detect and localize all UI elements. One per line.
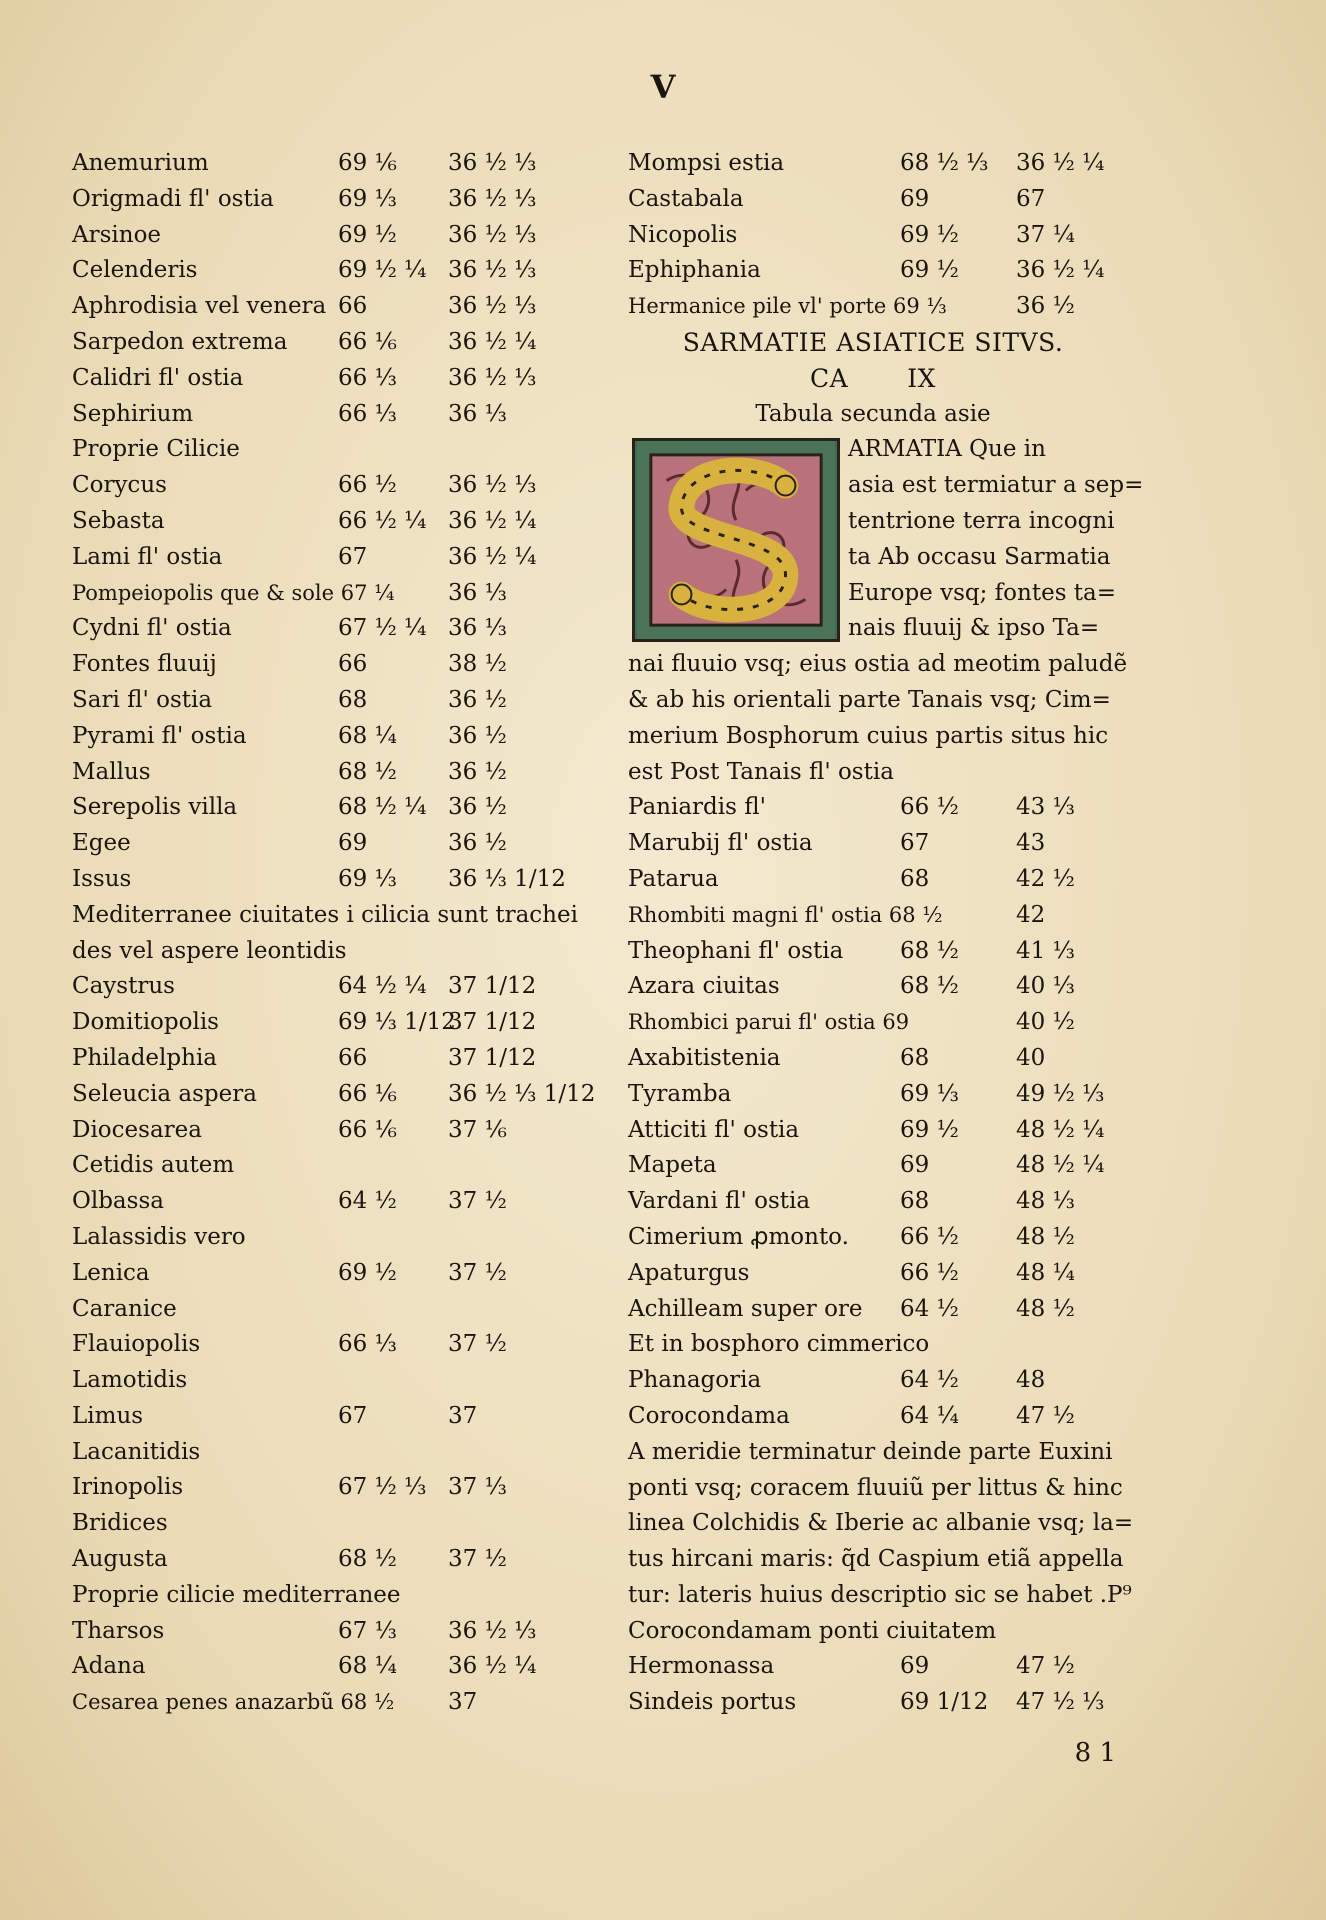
latitude-value: 48 ½ ¼ <box>1016 1152 1105 1179</box>
table-row <box>72 1077 596 1113</box>
latitude-value: 67 <box>1016 185 1046 212</box>
table-row <box>628 934 1118 970</box>
latitude-value: 48 ¼ <box>1016 1259 1075 1286</box>
table-row <box>72 1649 592 1685</box>
table-row <box>72 540 592 576</box>
text-line: est Post Tanais fl' ostia <box>628 758 894 785</box>
longitude-value: 69 ⅓ <box>900 1080 959 1107</box>
table-row <box>628 862 1118 898</box>
place-name: Corycus <box>72 472 167 499</box>
text-line: linea Colchidis & Iberie ac albanie vsq; la= <box>628 1510 1134 1537</box>
longitude-value: 68 ½ <box>338 1546 397 1573</box>
place-name: Vardani fl' ostia <box>628 1188 811 1215</box>
place-name: Aphrodisia vel venera <box>72 293 327 320</box>
latitude-value: 37 ½ <box>448 1331 507 1358</box>
latitude-value: 36 ½ <box>448 686 507 713</box>
longitude-value: 69 ⅓ 1/12 <box>338 1009 456 1036</box>
place-name: Olbassa <box>72 1188 164 1215</box>
longitude-value: 66 ½ ¼ <box>338 507 427 534</box>
longitude-value: 69 ½ <box>338 221 397 248</box>
place-name: Flauiopolis <box>72 1331 201 1358</box>
latitude-value: 36 ½ ¼ <box>448 328 537 355</box>
table-row <box>628 898 1118 934</box>
table-row <box>72 432 592 468</box>
table-row <box>628 1363 1118 1399</box>
place-name: Issus <box>72 865 132 892</box>
text-line: A meridie terminatur deinde parte Euxini <box>628 1438 1113 1465</box>
place-name: Tharsos <box>72 1617 165 1644</box>
place-name: Rhombici parui fl' ostia 69 <box>628 1010 910 1035</box>
table-row <box>72 1470 592 1506</box>
longitude-value: 66 ⅙ <box>338 328 397 355</box>
longitude-value: 69 ⅓ <box>338 865 397 892</box>
latitude-value: 37 1/12 <box>448 1009 537 1036</box>
latitude-value: 37 1/12 <box>448 973 537 1000</box>
latitude-value: 36 ½ ¼ <box>448 1653 537 1680</box>
place-name: Sari fl' ostia <box>72 686 213 713</box>
initial-text <box>848 432 1143 647</box>
latitude-value: 36 ⅓ <box>448 615 507 642</box>
table-row <box>72 1148 592 1184</box>
longitude-value: 68 ½ <box>900 973 959 1000</box>
longitude-value: 67 ½ ⅓ <box>338 1474 427 1501</box>
table-row <box>628 969 1118 1005</box>
signature-mark: V <box>650 68 676 106</box>
table-row <box>628 1292 1118 1328</box>
table-row <box>72 468 592 504</box>
latitude-value: 36 ⅓ <box>448 400 507 427</box>
latitude-value: 37 ½ <box>448 1546 507 1573</box>
latitude-value: 36 ⅓ 1/12 <box>448 865 566 892</box>
table-title: Tabula secunda asie <box>755 400 991 427</box>
latitude-value: 36 ½ ⅓ <box>448 185 537 212</box>
left-table-2 <box>72 969 596 1721</box>
place-name: Marubij fl' ostia <box>628 830 813 857</box>
place-name: Proprie cilicie mediterranee <box>72 1581 401 1608</box>
table-row <box>628 146 1118 182</box>
longitude-value: 69 ½ ¼ <box>338 257 427 284</box>
place-name: Proprie Cilicie <box>72 436 240 463</box>
table-row <box>72 1685 592 1721</box>
table-row <box>72 182 592 218</box>
longitude-value: 67 ⅓ <box>338 1617 397 1644</box>
longitude-value: 67 ½ ¼ <box>338 615 427 642</box>
longitude-value: 68 ¼ <box>338 722 397 749</box>
latitude-value: 37 ¼ <box>1016 221 1075 248</box>
latitude-value: 47 ½ <box>1016 1653 1075 1680</box>
longitude-value: 68 ½ ¼ <box>338 794 427 821</box>
place-name: Philadelphia <box>72 1044 218 1071</box>
latitude-value: 48 ½ <box>1016 1295 1075 1322</box>
latitude-value: 36 ½ ⅓ <box>448 221 537 248</box>
latitude-value: 37 1/12 <box>448 1044 537 1071</box>
latitude-value: 36 ⅓ <box>448 579 507 606</box>
longitude-value: 66 ⅓ <box>338 400 397 427</box>
place-name: Lenica <box>72 1259 150 1286</box>
longitude-value: 67 <box>900 830 930 857</box>
longitude-value: 66 <box>338 651 368 678</box>
latitude-value: 36 ½ <box>448 722 507 749</box>
text-line: Corocondamam ponti ciuitatem <box>628 1617 997 1644</box>
latitude-value: 36 ½ <box>448 830 507 857</box>
table-row <box>628 1077 1118 1113</box>
text-line: Europe vsq; fontes ta= <box>848 579 1117 606</box>
longitude-value: 68 ½ ⅓ <box>900 150 989 176</box>
place-name: Mapeta <box>628 1152 717 1179</box>
text-line: Mediterranee ciuitates i cilicia sunt trachei <box>72 901 578 928</box>
table-row <box>72 862 592 898</box>
place-name: Seleucia aspera <box>72 1080 257 1107</box>
place-name: Cydni fl' ostia <box>72 615 232 642</box>
right-table-2 <box>628 790 1118 1327</box>
longitude-value: 69 ½ <box>338 1259 397 1286</box>
text-line: tus hircani maris: q̃d Caspium etiã appella <box>628 1546 1124 1573</box>
place-name: Calidri fl' ostia <box>72 364 244 391</box>
place-name: Azara ciuitas <box>628 973 780 1000</box>
place-name: Mallus <box>72 758 151 785</box>
text-line: tur: lateris huius descriptio sic se habet .P⁹ <box>628 1581 1132 1608</box>
folio-number: 8 1 <box>1074 1738 1116 1768</box>
place-name: Arsinoe <box>72 221 162 248</box>
table-row <box>72 1363 592 1399</box>
place-name: Pyrami fl' ostia <box>72 722 247 749</box>
latitude-value: 36 ½ ⅓ <box>448 1617 537 1644</box>
table-row <box>72 1506 592 1542</box>
longitude-value: 66 ⅙ <box>338 1080 397 1107</box>
place-name: Augusta <box>72 1546 168 1573</box>
latitude-value: 49 ½ ⅓ <box>1016 1080 1105 1107</box>
table-row <box>72 719 592 755</box>
table-row <box>72 504 592 540</box>
place-name: Caystrus <box>72 973 175 1000</box>
table-row <box>72 755 592 791</box>
place-name: Sindeis portus <box>628 1689 797 1716</box>
latitude-value: 48 ⅓ <box>1016 1188 1075 1215</box>
latitude-value: 36 ½ ⅓ <box>448 472 537 499</box>
latitude-value: 40 ½ <box>1016 1009 1075 1036</box>
latitude-value: 36 ½ ¼ <box>448 543 537 570</box>
latitude-value: 40 <box>1016 1044 1046 1071</box>
latitude-value: 36 ½ <box>1016 293 1075 320</box>
latitude-value: 37 <box>448 1689 478 1716</box>
latitude-value: 47 ½ <box>1016 1402 1075 1429</box>
table-row <box>72 1005 592 1041</box>
longitude-value: 66 ½ <box>338 472 397 499</box>
longitude-value: 69 ⅓ <box>338 185 397 212</box>
table-row <box>72 647 592 683</box>
table-row <box>72 289 592 325</box>
longitude-value: 64 ½ <box>900 1295 959 1322</box>
table-row <box>72 1113 592 1149</box>
table-row <box>628 1256 1118 1292</box>
place-name: Ephiphania <box>628 257 761 284</box>
place-name: Origmadi fl' ostia <box>72 185 274 212</box>
longitude-value: 64 ¼ <box>900 1402 959 1429</box>
latitude-value: 37 ⅙ <box>448 1116 507 1143</box>
latitude-value: 42 ½ <box>1016 865 1075 892</box>
longitude-value: 66 ⅙ <box>338 1116 397 1143</box>
right-table-1 <box>628 146 1118 325</box>
table-row <box>72 397 592 433</box>
latitude-value: 36 ½ ⅓ 1/12 <box>448 1080 596 1107</box>
longitude-value: 69 1/12 <box>900 1689 989 1716</box>
table-row <box>72 1578 592 1614</box>
place-name: Bridices <box>72 1510 168 1537</box>
place-name: Sebasta <box>72 507 165 534</box>
table-row <box>72 325 592 361</box>
longitude-value: 69 <box>338 830 368 857</box>
table-row <box>72 790 592 826</box>
table-row <box>628 790 1118 826</box>
place-name: Pompeiopolis que & sole 67 ¼ <box>72 580 395 605</box>
table-row <box>72 253 592 289</box>
latitude-value: 42 <box>1016 901 1046 928</box>
text-line: asia est termiatur a sep= <box>848 472 1144 499</box>
table-row <box>72 1399 592 1435</box>
table-row <box>72 826 592 862</box>
place-name: Hermonassa <box>628 1653 775 1680</box>
right-column <box>628 146 1144 1721</box>
place-name: Tyramba <box>628 1080 732 1107</box>
latitude-value: 37 <box>448 1402 478 1429</box>
place-name: Paniardis fl' <box>628 794 766 821</box>
table-row <box>628 1113 1118 1149</box>
table-row <box>628 1005 1118 1041</box>
latitude-value: 37 ½ <box>448 1259 507 1286</box>
place-name: Axabitistenia <box>628 1044 781 1071</box>
table-row <box>628 1649 1118 1685</box>
latitude-value: 40 ⅓ <box>1016 973 1075 1000</box>
place-name: Phanagoria <box>628 1367 762 1394</box>
text-line: merium Bosphorum cuius partis situs hic <box>628 722 1109 749</box>
initial-paragraph <box>628 432 1144 647</box>
latitude-value: 36 ½ ¼ <box>448 507 537 534</box>
table-row <box>628 1184 1118 1220</box>
longitude-value: 69 ½ <box>900 221 959 248</box>
text-line: ponti vsq; coracem fluuiũ per littus & hinc <box>628 1474 1123 1501</box>
table-row <box>628 826 1118 862</box>
place-name: Cesarea penes anazarbũ 68 ½ <box>72 1690 395 1715</box>
latitude-value: 37 ½ <box>448 1188 507 1215</box>
latitude-value: 48 <box>1016 1367 1046 1394</box>
place-name: Lacanitidis <box>72 1438 201 1465</box>
longitude-value: 68 <box>338 686 368 713</box>
table-row <box>72 361 592 397</box>
longitude-value: 66 <box>338 293 368 320</box>
text-line: ta Ab occasu Sarmatia <box>848 543 1111 570</box>
table-row <box>628 1041 1118 1077</box>
longitude-value: 68 ½ <box>338 758 397 785</box>
table-row <box>72 1327 592 1363</box>
latitude-value: 48 ½ <box>1016 1223 1075 1250</box>
place-name: Mompsi estia <box>628 150 785 176</box>
longitude-value: 69 <box>900 1653 930 1680</box>
latitude-value: 36 ½ ⅓ <box>448 150 537 176</box>
table-row <box>72 1220 592 1256</box>
table-row <box>628 1148 1118 1184</box>
longitude-value: 69 ⅙ <box>338 150 397 176</box>
latitude-value: 37 ⅓ <box>448 1474 507 1501</box>
latitude-value: 36 ½ ⅓ <box>448 293 537 320</box>
place-name: Sarpedon extrema <box>72 328 288 355</box>
longitude-value: 69 ½ <box>900 257 959 284</box>
longitude-value: 68 <box>900 1044 930 1071</box>
table-row <box>72 218 592 254</box>
text-line: Et in bosphoro cimmerico <box>628 1331 930 1358</box>
longitude-value: 67 <box>338 543 368 570</box>
place-name: Domitiopolis <box>72 1009 219 1036</box>
right-table-4 <box>628 1649 1118 1721</box>
table-row <box>628 218 1118 254</box>
table-row <box>72 146 592 182</box>
table-row <box>72 611 592 647</box>
right-table-3 <box>628 1363 1118 1435</box>
table-row <box>628 1220 1118 1256</box>
place-name: Lami fl' ostia <box>72 543 223 570</box>
table-row <box>72 683 592 719</box>
place-name: Caranice <box>72 1295 177 1322</box>
place-name: Castabala <box>628 185 744 212</box>
latitude-value: 47 ½ ⅓ <box>1016 1689 1105 1716</box>
place-name: Serepolis villa <box>72 794 238 821</box>
longitude-value: 69 ½ <box>900 1116 959 1143</box>
latitude-value: 36 ½ ⅓ <box>448 364 537 391</box>
text-line: ARMATIA Que in <box>848 436 1046 463</box>
place-name: Patarua <box>628 865 719 892</box>
table-row <box>72 1292 592 1328</box>
longitude-value: 68 ½ <box>900 937 959 964</box>
latitude-value: 43 ⅓ <box>1016 794 1075 821</box>
latitude-value: 36 ½ <box>448 758 507 785</box>
table-row <box>628 1685 1118 1721</box>
left-column <box>72 146 596 1721</box>
longitude-value: 66 ½ <box>900 1259 959 1286</box>
text-line: nais fluuij & ipso Ta= <box>848 615 1100 642</box>
longitude-value: 67 <box>338 1402 368 1429</box>
longitude-value: 64 ½ ¼ <box>338 973 427 1000</box>
longitude-value: 69 <box>900 185 930 212</box>
table-row <box>72 576 592 612</box>
place-name: Adana <box>72 1653 146 1680</box>
section-heading: SARMATIE ASIATICE SITVS. <box>682 327 1064 357</box>
table-row <box>72 1542 592 1578</box>
longitude-value: 69 <box>900 1152 930 1179</box>
table-row <box>628 253 1118 289</box>
place-name: Lamotidis <box>72 1367 188 1394</box>
longitude-value: 64 ½ <box>900 1367 959 1394</box>
table-row <box>628 182 1118 218</box>
place-name: Apaturgus <box>628 1259 750 1286</box>
table-row <box>628 289 1118 325</box>
place-name: Cimerium ꝓmonto. <box>628 1223 849 1250</box>
decorated-initial-s <box>632 438 840 642</box>
place-name: Lalassidis vero <box>72 1223 246 1250</box>
longitude-value: 68 ¼ <box>338 1653 397 1680</box>
text-line: tentrione terra incogni <box>848 507 1115 534</box>
table-row <box>72 1614 592 1650</box>
place-name: Limus <box>72 1402 144 1429</box>
latitude-value: 43 <box>1016 830 1046 857</box>
place-name: Irinopolis <box>72 1474 184 1501</box>
place-name: Diocesarea <box>72 1116 202 1143</box>
place-name: Nicopolis <box>628 221 738 248</box>
place-name: Anemurium <box>72 150 209 176</box>
place-name: Egee <box>72 830 131 857</box>
longitude-value: 66 ⅓ <box>338 364 397 391</box>
table-row <box>72 1184 592 1220</box>
table-row <box>72 969 592 1005</box>
place-name: Fontes fluuij <box>72 651 217 678</box>
place-name: Corocondama <box>628 1402 790 1429</box>
latitude-value: 36 ½ ¼ <box>1016 257 1105 284</box>
place-name: Theophani fl' ostia <box>628 937 844 964</box>
longitude-value: 64 ½ <box>338 1188 397 1215</box>
table-row <box>72 1256 592 1292</box>
place-name: Sephirium <box>72 400 194 427</box>
place-name: Cetidis autem <box>72 1152 235 1179</box>
chapter-number: CA IX <box>810 363 936 393</box>
longitude-value: 68 <box>900 865 930 892</box>
latitude-value: 38 ½ <box>448 651 507 678</box>
latitude-value: 48 ½ ¼ <box>1016 1116 1105 1143</box>
table-row <box>72 1435 592 1471</box>
text-line: nai fluuio vsq; eius ostia ad meotim paludẽ <box>628 651 1128 678</box>
longitude-value: 66 ½ <box>900 1223 959 1250</box>
place-name: Rhombiti magni fl' ostia 68 ½ <box>628 902 943 927</box>
text-line: & ab his orientali parte Tanais vsq; Cim= <box>628 686 1111 713</box>
longitude-value: 66 ½ <box>900 794 959 821</box>
place-name: Hermanice pile vl' porte 69 ⅓ <box>628 294 947 319</box>
place-name: Atticiti fl' ostia <box>628 1116 800 1143</box>
left-table-1 <box>72 146 592 898</box>
latitude-value: 36 ½ <box>448 794 507 821</box>
place-name: Celenderis <box>72 257 198 284</box>
table-row <box>628 1399 1118 1435</box>
latitude-value: 36 ½ ⅓ <box>448 257 537 284</box>
latitude-value: 36 ½ ¼ <box>1016 150 1105 176</box>
table-row <box>72 1041 592 1077</box>
place-name: Achilleam super ore <box>628 1295 863 1322</box>
longitude-value: 68 <box>900 1188 930 1215</box>
text-line: des vel aspere leontidis <box>72 937 347 964</box>
latitude-value: 41 ⅓ <box>1016 937 1075 964</box>
longitude-value: 66 <box>338 1044 368 1071</box>
longitude-value: 66 ⅓ <box>338 1331 397 1358</box>
